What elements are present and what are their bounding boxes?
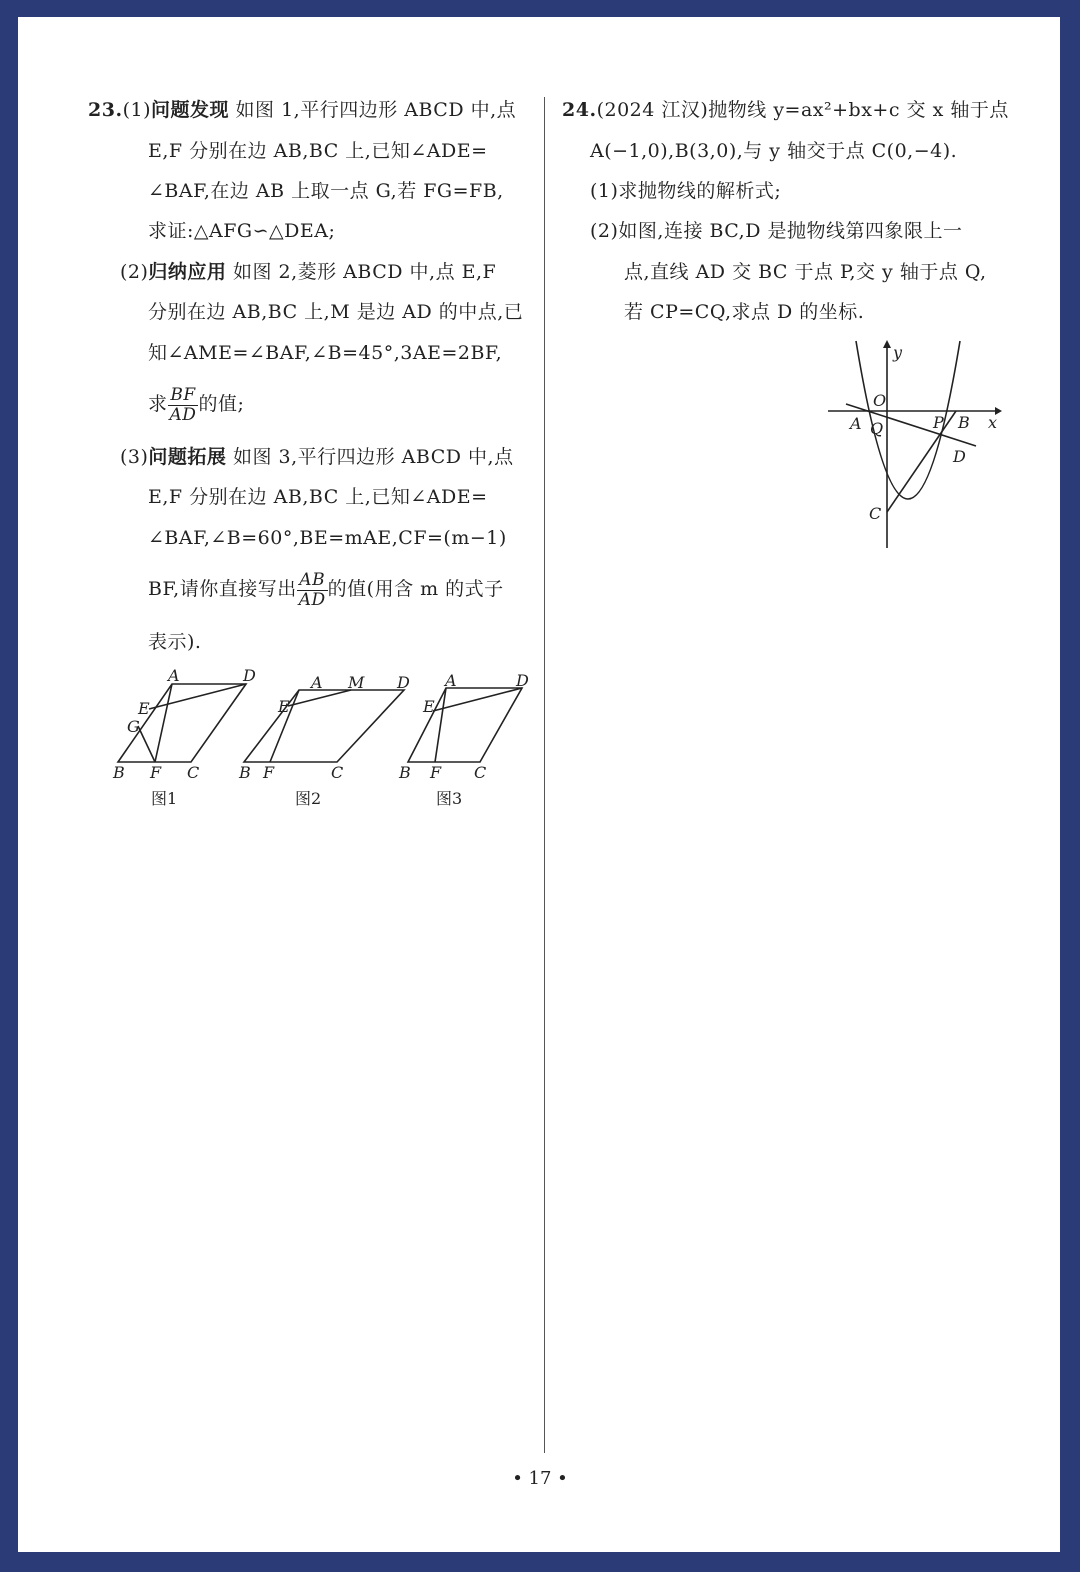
label-c: C — [869, 504, 882, 523]
q23-part2-text: 如图 2,菱形 ABCD 中,点 E,F — [226, 261, 497, 283]
fig2-label-c: C — [331, 763, 344, 780]
q23-line-3: ∠BAF,在边 AB 上取一点 G,若 FG=FB, — [148, 180, 504, 202]
y-axis-arrow — [883, 340, 891, 348]
page-sheet — [18, 17, 1060, 1552]
fig3-label-c: C — [474, 763, 487, 780]
fig3-caption: 图3 — [436, 789, 463, 808]
fig2-label-a: A — [311, 673, 323, 692]
label-d: D — [953, 447, 966, 466]
column-divider — [544, 97, 545, 1453]
fig3-label-f: F — [430, 763, 442, 780]
figure-1 — [112, 668, 256, 780]
q23-ask-suffix: 的值; — [198, 393, 245, 415]
fig2-rhombus — [244, 690, 404, 762]
q23-line-5 — [120, 261, 496, 283]
label-x: x — [988, 413, 998, 432]
q23-part2-heading: 归纳应用 — [148, 261, 227, 283]
q23-part3-heading: 问题拓展 — [148, 446, 227, 468]
q23-figures — [105, 668, 535, 780]
q23-part1-text: 如图 1,平行四边形 ABCD 中,点 — [229, 99, 517, 121]
q23-line-1 — [88, 99, 516, 121]
figure-3 — [398, 671, 529, 780]
q24-line-4: (2)如图,连接 BC,D 是抛物线第四象限上一 — [590, 220, 963, 242]
q24-figure — [820, 336, 1010, 554]
q24-line-1 — [562, 99, 1009, 121]
fig1-label-g: G — [127, 717, 140, 736]
q23-part3-index: (3) — [120, 446, 149, 468]
q24-text-1: (2024 江汉)抛物线 y=ax²+bx+c 交 x 轴于点 — [596, 99, 1009, 121]
fig1-label-c: C — [187, 763, 200, 780]
figure-2 — [238, 673, 410, 780]
fraction-ab-ad — [297, 571, 328, 610]
fig1-label-d: D — [243, 668, 256, 685]
fraction-denominator: AD — [169, 404, 197, 425]
fig1-label-e: E — [138, 699, 150, 718]
fig1-line-fg — [138, 726, 155, 762]
fig2-caption: 图2 — [295, 789, 322, 808]
q24-line-2: A(−1,0),B(3,0),与 y 轴交于点 C(0,−4). — [590, 140, 958, 162]
q23-line-10: E,F 分别在边 AB,BC 上,已知∠ADE= — [148, 486, 488, 508]
fig3-label-a: A — [445, 671, 457, 690]
fig3-label-b: B — [399, 763, 411, 780]
q23-line-7: 知∠AME=∠BAF,∠B=45°,3AE=2BF, — [148, 342, 503, 364]
label-b: B — [958, 413, 970, 432]
line-bc — [887, 411, 956, 512]
page-number: • 17 • — [512, 1468, 568, 1489]
fig3-label-d: D — [516, 671, 529, 690]
q23-line-4: 求证:△AFG∽△DEA; — [148, 220, 336, 242]
q23-number: 23. — [88, 99, 123, 121]
q23-part3-ask-prefix: BF,请你直接写出 — [148, 578, 297, 600]
q24-line-3: (1)求抛物线的解析式; — [590, 180, 782, 202]
label-o: O — [873, 391, 887, 410]
fig2-label-m: M — [348, 673, 365, 692]
label-a: A — [850, 414, 862, 433]
label-q: Q — [870, 419, 884, 438]
fig3-line-de — [433, 688, 522, 711]
fig2-label-e: E — [278, 697, 290, 716]
q23-part3-ask-suffix: 的值(用含 m 的式子 — [327, 578, 504, 600]
fraction-numerator: AB — [297, 571, 328, 591]
q24-line-5: 点,直线 AD 交 BC 于点 P,交 y 轴于点 Q, — [624, 261, 987, 283]
fraction-numerator: BF — [168, 386, 199, 406]
fraction-bf-ad — [168, 386, 199, 425]
fraction-denominator: AD — [298, 589, 326, 610]
q23-line-8 — [148, 384, 244, 425]
fig1-label-f: F — [150, 763, 162, 780]
q23-line-6: 分别在边 AB,BC 上,M 是边 AD 的中点,已 — [148, 301, 524, 323]
q23-part3-text: 如图 3,平行四边形 ABCD 中,点 — [226, 446, 514, 468]
q23-line-11: ∠BAF,∠B=60°,BE=mAE,CF=(m−1) — [148, 527, 507, 549]
label-p: P — [933, 413, 944, 432]
fig3-label-e: E — [423, 697, 435, 716]
label-y: y — [893, 343, 903, 362]
q23-ask-prefix: 求 — [148, 393, 168, 415]
q23-line-9 — [120, 446, 514, 468]
q24-number: 24. — [562, 99, 597, 121]
fig1-caption: 图1 — [151, 789, 178, 808]
fig2-label-d: D — [397, 673, 410, 692]
q23-line-13: 表示). — [148, 631, 202, 653]
fig1-label-a: A — [168, 668, 180, 685]
fig1-label-b: B — [113, 763, 125, 780]
fig2-label-b: B — [239, 763, 251, 780]
q23-part1-index: (1) — [122, 99, 151, 121]
q23-line-2: E,F 分别在边 AB,BC 上,已知∠ADE= — [148, 140, 488, 162]
fig2-label-f: F — [263, 763, 275, 780]
q23-part2-index: (2) — [120, 261, 149, 283]
q23-part1-heading: 问题发现 — [150, 99, 229, 121]
q24-line-6: 若 CP=CQ,求点 D 的坐标. — [624, 301, 865, 323]
q23-line-12 — [148, 569, 504, 610]
